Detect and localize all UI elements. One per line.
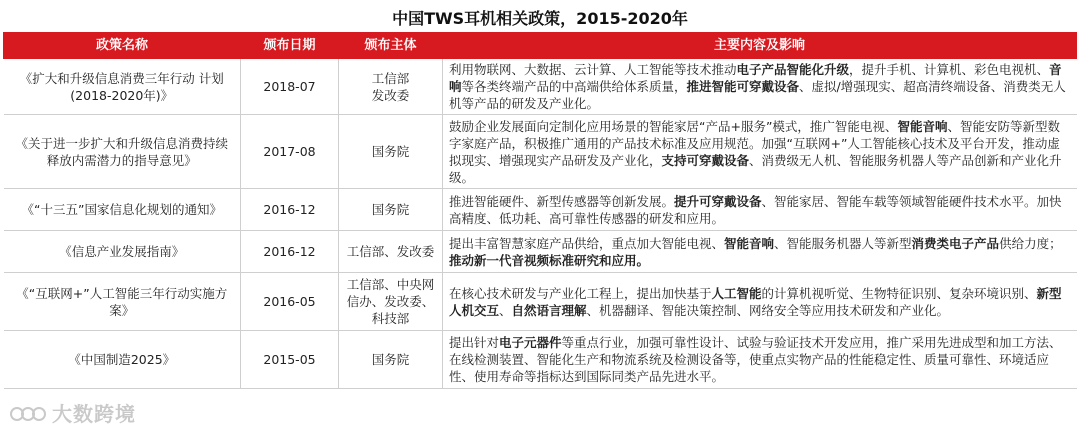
content-text: 、智能家居、智能车载等领域智能硬件技术水平。加快高精度、低功耗、高可靠性传感器的研发和应用。	[449, 193, 1062, 226]
table-row	[4, 231, 1077, 273]
policy-publisher-cell: 工信部、发改委	[339, 231, 443, 273]
content-highlight: 新型人机交互	[449, 285, 1062, 318]
content-text: 提出丰富智慧家庭产品供给，重点加大智能电视、	[449, 235, 725, 251]
content-text: 提出针对	[449, 335, 500, 350]
content-highlight: 音响	[449, 62, 1062, 94]
content-text: 、智能服务机器人等新型	[774, 235, 912, 251]
policy-date-cell: 2016-05	[241, 273, 339, 331]
policy-content-cell	[443, 189, 1077, 231]
content-text: 、	[499, 302, 512, 318]
policy-name-cell: 《“十三五”国家信息化规划的通知》	[4, 189, 241, 231]
content-text: 等各类终端产品的中高端供给体系质量，	[461, 79, 687, 94]
table-row	[4, 273, 1077, 331]
content-highlight: 推进智能可穿戴设备	[686, 79, 800, 94]
policy-content-cell	[443, 59, 1077, 115]
watermark-text: 大数跨境	[52, 402, 136, 426]
content-text: 在核心技术研发与产业化工程上，提出加快基于	[449, 285, 712, 301]
table-row	[4, 59, 1077, 115]
policy-publisher-cell: 国务院	[339, 115, 443, 189]
policy-date-cell: 2018-07	[241, 59, 339, 115]
policy-content-cell	[443, 115, 1077, 189]
content-text: 的计算机视听觉、生物特征识别、复杂环境识别、	[761, 285, 1037, 301]
content-highlight: 提升可穿戴设备	[674, 193, 762, 209]
content-highlight: 推动新一代音视频标准研究和应用。	[449, 252, 650, 268]
header-date: 颁布日期	[241, 33, 339, 59]
policy-table	[3, 32, 1077, 389]
content-text: 、虚拟/增强现实、超高清终端设备、消费类无人机等产品的研发及产业化。	[449, 79, 1066, 111]
policy-date-cell: 2016-12	[241, 231, 339, 273]
content-highlight: 智能音响	[897, 118, 948, 134]
policy-date-cell: 2016-12	[241, 189, 339, 231]
policy-name-cell: 《中国制造2025》	[4, 331, 241, 389]
table-row	[4, 331, 1077, 389]
content-text: 供给力度；	[999, 235, 1062, 251]
policy-content-cell	[443, 273, 1077, 331]
content-highlight: 电子产品智能化升级	[736, 62, 850, 77]
content-highlight: 人工智能	[711, 285, 762, 301]
policy-name-cell: 《扩大和升级信息消费三年行动 计划(2018-2020年)》	[4, 59, 241, 115]
content-highlight: 电子元器件	[499, 335, 562, 350]
policy-content-cell	[443, 331, 1077, 389]
policy-publisher-cell: 国务院	[339, 331, 443, 389]
header-publisher: 颁布主体	[339, 33, 443, 59]
policy-publisher-cell: 工信部 发改委	[339, 59, 443, 115]
policy-publisher-cell: 国务院	[339, 189, 443, 231]
header-content: 主要内容及影响	[443, 33, 1077, 59]
content-text: 、智能安防等新型数字家庭产品，积极推广通用的产品技术标准及应用规范。加强“互联网+”人工智能核心技术及平台开发，推动虚拟现实、增强现实产品研发及产业化，	[449, 118, 1060, 168]
table-row	[4, 189, 1077, 231]
table-row	[4, 115, 1077, 189]
policy-name-cell: 《信息产业发展指南》	[4, 231, 241, 273]
table-header-row	[4, 33, 1077, 59]
content-text: 鼓励企业发展面向定制化应用场景的智能家居“产品+服务”模式，推广智能电视、	[449, 118, 898, 134]
policy-name-cell: 《关于进一步扩大和升级信息消费持续释放内需潜力的指导意见》	[4, 115, 241, 189]
content-text: ，提升手机、计算机、彩色电视机、	[849, 62, 1050, 77]
content-highlight: 支持可穿戴设备	[661, 152, 750, 168]
content-text: 利用物联网、大数据、云计算、人工智能等技术推动	[449, 62, 737, 77]
content-text: 等重点行业，加强可靠性设计、试验与验证技术开发应用，推广采用先进成型和加工方法、在线检测装置、智能化生产和物流系统及检测设备等，使重点实物产品的性能稳定性、质量可靠性、环境适应性、使用寿命等指标达到国际同类产品先进水平。	[449, 335, 1062, 384]
policy-publisher-cell: 工信部、中央网信办、发改委、科技部	[339, 273, 443, 331]
policy-content-cell	[443, 231, 1077, 273]
content-text: 、消费级无人机、智能服务机器人等产品创新和产业化升级。	[449, 152, 1062, 185]
content-highlight: 自然语言理解	[511, 302, 587, 318]
policy-date-cell: 2015-05	[241, 331, 339, 389]
content-highlight: 消费类电子产品	[911, 235, 1000, 251]
policy-name-cell: 《“互联网+”人工智能三年行动实施方案》	[4, 273, 241, 331]
content-highlight: 智能音响	[724, 235, 775, 251]
dashuju-logo-icon	[10, 402, 46, 424]
content-text: 推进智能硬件、新型传感器等创新发展。	[449, 193, 675, 209]
page-title: 中国TWS耳机相关政策，2015-2020年	[392, 9, 688, 28]
content-text: 、机器翻译、智能决策控制、网络安全等应用技术研发和产业化。	[586, 302, 950, 318]
policy-date-cell: 2017-08	[241, 115, 339, 189]
header-policy-name: 政策名称	[4, 33, 241, 59]
watermark	[10, 398, 136, 427]
